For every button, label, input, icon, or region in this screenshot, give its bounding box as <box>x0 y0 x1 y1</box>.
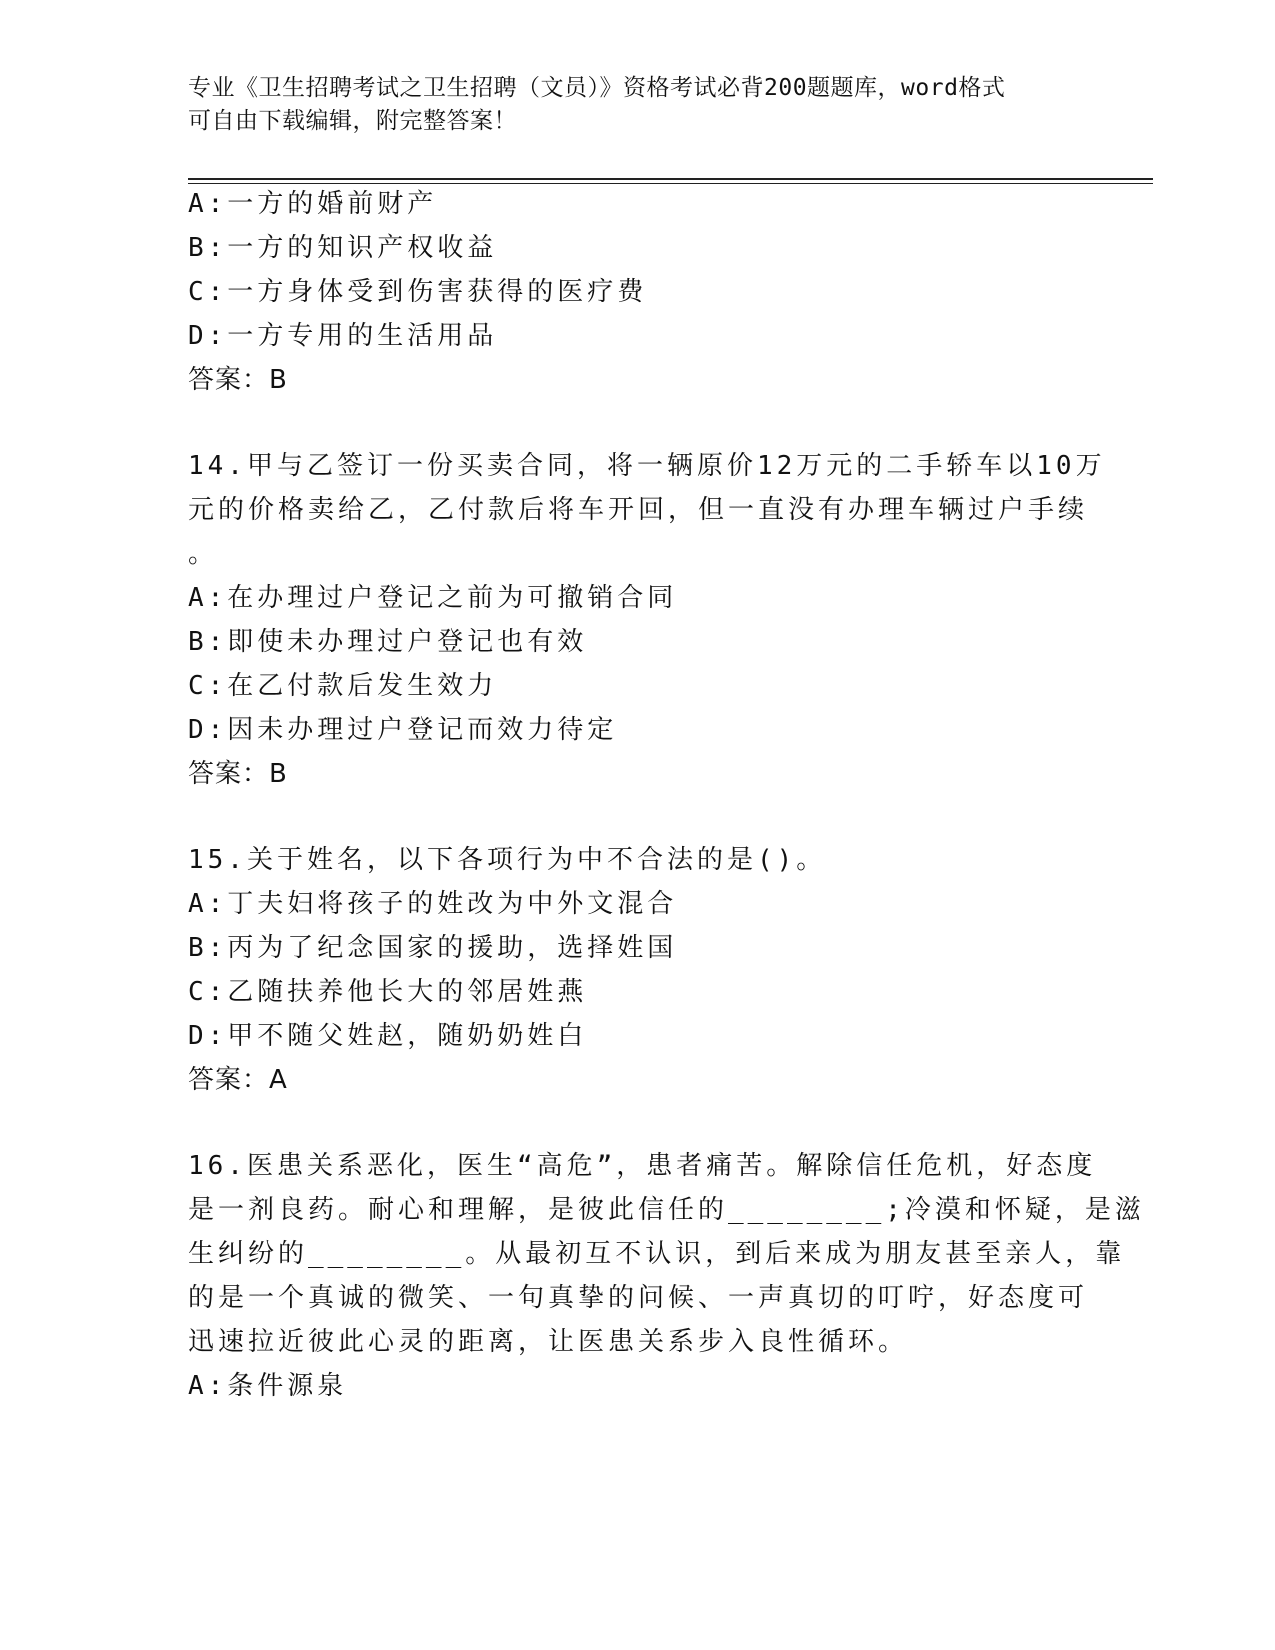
question-16-text-line-3: 生纠纷的________。从最初互不认识，到后来成为朋友甚至亲人，靠 <box>188 1239 1126 1269</box>
question-16-option-a: A:条件源泉 <box>188 1371 348 1401</box>
question-15-option-a: A:丁夫妇将孩子的姓改为中外文混合 <box>188 889 678 919</box>
question-15-option-d: D:甲不随父姓赵，随奶奶姓白 <box>188 1021 588 1051</box>
header-divider-thick <box>188 178 1153 180</box>
question-16-text-line-4: 的是一个真诚的微笑、一句真挚的问候、一声真切的叮咛，好态度可 <box>188 1283 1089 1313</box>
question-14-text-line-1: 14.甲与乙签订一份买卖合同，将一辆原价12万元的二手轿车以10万 <box>188 451 1106 481</box>
question-14-option-b: B:即使未办理过户登记也有效 <box>188 627 588 657</box>
header-title-line-2: 可自由下载编辑，附完整答案！ <box>188 108 517 134</box>
question-14-text-line-2: 元的价格卖给乙，乙付款后将车开回，但一直没有办理车辆过户手续 <box>188 495 1089 525</box>
question-16-text-line-5: 迅速拉近彼此心灵的距离，让医患关系步入良性循环。 <box>188 1327 909 1357</box>
question-16-text-line-1: 16.医患关系恶化，医生“高危”，患者痛苦。解除信任危机，好态度 <box>188 1151 1097 1181</box>
question-15-answer: 答案：A <box>188 1065 288 1095</box>
question-14-option-d: D:因未办理过户登记而效力待定 <box>188 715 618 745</box>
question-15-option-c: C:乙随扶养他长大的邻居姓燕 <box>188 977 588 1007</box>
header-divider-thin <box>188 183 1153 184</box>
option-c: C:一方身体受到伤害获得的医疗费 <box>188 277 648 307</box>
question-14-option-a: A:在办理过户登记之前为可撤销合同 <box>188 583 678 613</box>
header-title-line-1: 专业《卫生招聘考试之卫生招聘（文员）》资格考试必背200题题库，word格式 <box>188 75 1006 101</box>
question-14-text-line-3: 。 <box>188 539 219 569</box>
option-d: D:一方专用的生活用品 <box>188 321 498 351</box>
option-b: B:一方的知识产权收益 <box>188 233 498 263</box>
answer-line: 答案：B <box>188 365 288 395</box>
question-16-text-line-2: 是一剂良药。耐心和理解，是彼此信任的________;冷漠和怀疑，是滋 <box>188 1195 1145 1225</box>
question-15-text: 15.关于姓名，以下各项行为中不合法的是()。 <box>188 845 827 875</box>
question-14-answer: 答案：B <box>188 759 288 789</box>
document-header <box>188 72 1068 138</box>
question-14-option-c: C:在乙付款后发生效力 <box>188 671 498 701</box>
question-15-option-b: B:丙为了纪念国家的援助，选择姓国 <box>188 933 678 963</box>
option-a: A:一方的婚前财产 <box>188 189 438 219</box>
